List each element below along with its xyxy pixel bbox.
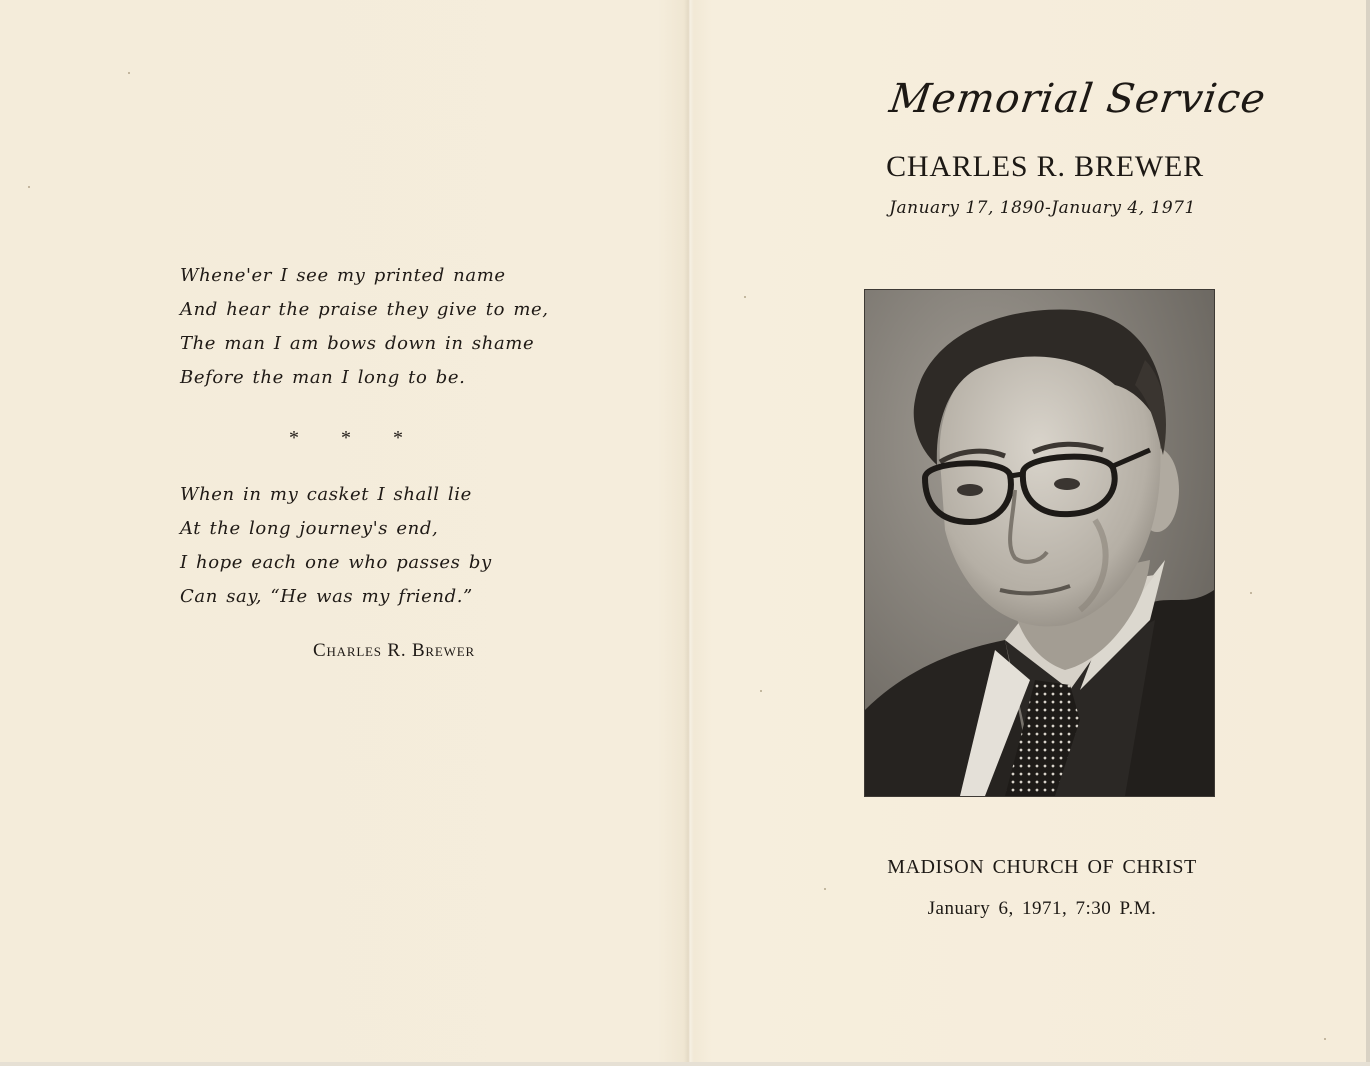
paper-speck xyxy=(760,690,762,692)
separator-star: * xyxy=(289,427,299,449)
portrait-illustration xyxy=(865,290,1214,796)
poem-line: The man I am bows down in shame xyxy=(180,333,535,354)
poem-line: When in my casket I shall lie xyxy=(180,484,472,505)
poem-line: I hope each one who passes by xyxy=(180,552,492,573)
poem-line: Can say, “He was my friend.” xyxy=(180,586,473,607)
portrait-photo xyxy=(865,290,1214,796)
poem-line: At the long journey's end, xyxy=(180,518,439,539)
poem-stanza-2 xyxy=(180,481,580,617)
poem-signature: Charles R. Brewer xyxy=(313,640,475,661)
life-dates: January 17, 1890-January 4, 1971 xyxy=(889,198,1196,218)
paper-speck xyxy=(824,888,826,890)
separator-star: * xyxy=(341,427,351,449)
church-name: MADISON CHURCH OF CHRIST xyxy=(887,856,1197,878)
paper-speck xyxy=(744,296,746,298)
paper-edge-bottom xyxy=(0,1062,1370,1066)
center-fold xyxy=(684,0,694,1066)
paper-speck xyxy=(1324,1038,1326,1040)
paper-speck xyxy=(28,186,30,188)
paper-speck xyxy=(128,72,130,74)
poem-line: And hear the praise they give to me, xyxy=(180,299,549,320)
service-date-time: January 6, 1971, 7:30 P.M. xyxy=(927,898,1157,919)
poem-stanza-1 xyxy=(180,262,580,398)
separator-star: * xyxy=(393,427,403,449)
deceased-name: CHARLES R. BREWER xyxy=(886,150,1204,183)
stanza-separator xyxy=(289,427,429,450)
memorial-service-heading: Memorial Service xyxy=(886,76,1269,122)
poem-line: Before the man I long to be. xyxy=(180,367,466,388)
poem-line: Whene'er I see my printed name xyxy=(180,265,506,286)
paper-edge-right xyxy=(1366,0,1370,1066)
paper-speck xyxy=(1250,592,1252,594)
